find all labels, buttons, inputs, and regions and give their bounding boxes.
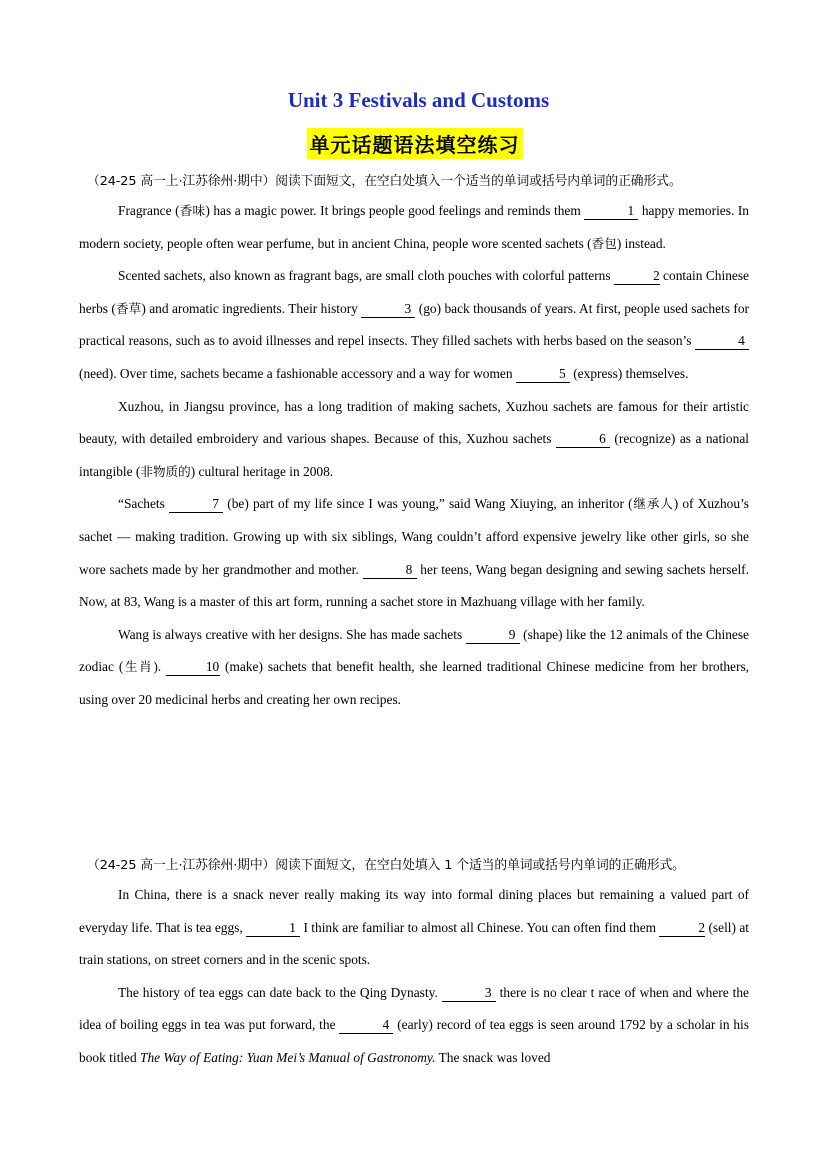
blank-8[interactable]: 8 [363, 563, 417, 579]
blank-4[interactable]: 4 [695, 334, 749, 350]
blank-10[interactable]: 10 [166, 660, 220, 676]
blank-7[interactable]: 7 [169, 497, 223, 513]
passage-1-paragraph-2: Scented sachets, also known as fragrant bags, are small cloth pouches with colorful patterns 2 contain Chinese herbs (香草) and aromatic ingredients. Their history 3 (go) back thousands of years. At first, people used sachets for practical reasons, such as to avoid illnesses and repel insects. They filled sachets with herbs based on the season’s 4 (need). Over time, sachets became a fashionable accessory and a way for women 5 (express) themselves. [79, 268, 749, 381]
blank-4[interactable]: 4 [339, 1018, 393, 1034]
blank-1[interactable]: 1 [246, 921, 300, 937]
passage-2 [79, 854, 749, 1075]
blank-5[interactable]: 5 [516, 367, 570, 383]
passage-1-instruction: （24-25 高一上·江苏徐州·期中）阅读下面短文，在空白处填入一个适当的单词或括号内单词的正确形式。 [87, 174, 682, 189]
passage-1-paragraph-4: “Sachets 7 (be) part of my life since I was young,” said Wang Xiuying, an inheritor (继承人) of Xuzhou’s sachet — making tradition. Growing up with six siblings, Wang couldn’t afford expensive jewelry like other girls, so she wore sachets made by her grandmother and mother. 8 her teens, Wang began designing and sewing sachets herself. Now, at 83, Wang is a master of this art form, running a sachet store in Mazhuang village with her family. [79, 496, 749, 610]
blank-6[interactable]: 6 [556, 432, 610, 448]
blank-2[interactable]: 2 [659, 921, 705, 937]
page-subtitle: 单元话题语法填空练习 [307, 128, 523, 159]
blank-2[interactable]: 2 [614, 269, 660, 285]
subtitle-wrapper [0, 128, 827, 159]
book-title: The Way of Eating: Yuan Mei’s Manual of Gastronomy. [140, 1049, 436, 1065]
passage-2-instruction: （24-25 高一上·江苏徐州·期中）阅读下面短文，在空白处填入 1 个适当的单词或括号内单词的正确形式。 [87, 858, 685, 873]
blank-9[interactable]: 9 [466, 628, 520, 644]
passage-2-paragraph-2: The history of tea eggs can date back to the Qing Dynasty. 3 there is no clear t race of when and where the idea of boiling eggs in tea was put forward, the 4 (early) record of tea eggs is seen around 1792 by a scholar in his book titled The Way of Eating: Yuan Mei’s Manual of Gastronomy. The snack was loved [79, 984, 749, 1065]
passage-1 [79, 170, 749, 717]
passage-1-paragraph-5: Wang is always creative with her designs. She has made sachets 9 (shape) like the 12 animals of the Chinese zodiac (生肖). 10 (make) sachets that benefit health, she learned traditional Chinese medicine from her brothers, using over 20 medicinal herbs and creating her own recipes. [79, 626, 750, 707]
page-title: Unit 3 Festivals and Customs [287, 88, 550, 112]
passage-1-paragraph-1: Fragrance (香味) has a magic power. It brings people good feelings and reminds them 1 happy memories. In modern society, people often wear perfume, but in ancient China, people wore scented sachets (香包) instead. [79, 203, 749, 251]
passage-2-paragraph-1: In China, there is a snack never really making its way into formal dining places but remaining a valued part of everyday life. That is tea eggs, 1 I think are familiar to almost all Chinese. You can often find them 2 (sell) at train stations, on street corners and in the scenic spots. [79, 887, 750, 968]
blank-3[interactable]: 3 [361, 302, 415, 318]
passage-1-paragraph-3: Xuzhou, in Jiangsu province, has a long tradition of making sachets, Xuzhou sachets are famous for their artistic beauty, with detailed embroidery and various shapes. Because of this, Xuzhou sachets 6 (recognize) as a national intangible (非物质的) cultural heritage in 2008. [79, 398, 749, 479]
blank-3[interactable]: 3 [442, 986, 496, 1002]
blank-1[interactable]: 1 [584, 204, 638, 220]
